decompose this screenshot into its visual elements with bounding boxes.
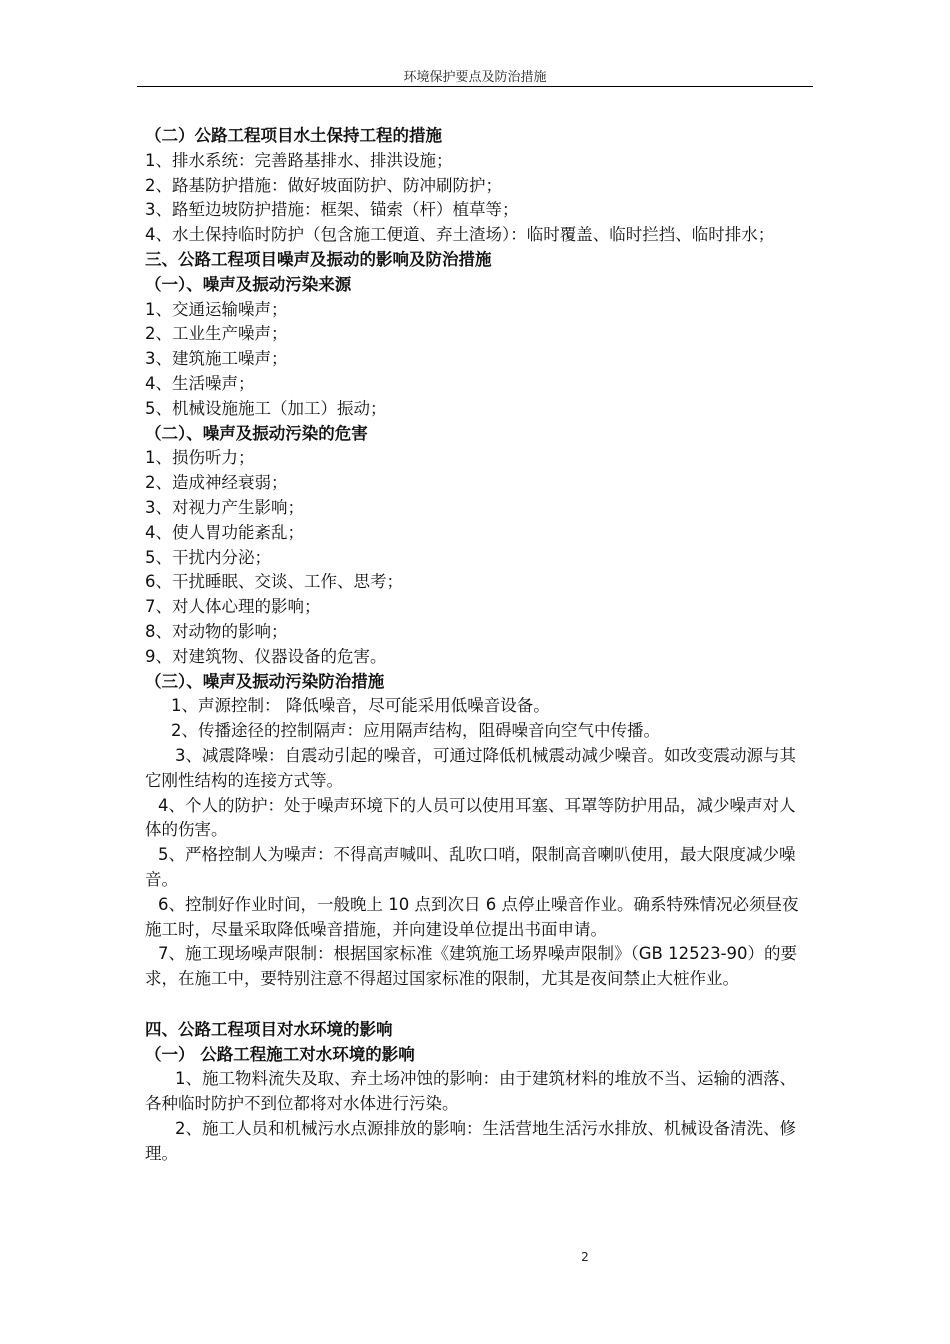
section-heading: 四、公路工程项目对水环境的影响 [145,1019,393,1039]
paragraph: 4、水土保持临时防护（包含施工便道、弃土渣场）：临时覆盖、临时拦挡、临时排水； [145,225,775,245]
paragraph: 1、施工物料流失及取、弃土场冲蚀的影响：由于建筑材料的堆放不当、运输的洒落、各种临时防护不到位都将对水体进行污染。 [145,1069,796,1114]
paragraph: 7、对人体心理的影响； [145,597,321,617]
paragraph: 3、减震降噪：自震动引起的噪音，可通过降低机械震动减少噪音。如改变震动源与其它刚性结构的连接方式等。 [145,745,796,790]
paragraph: 3、建筑施工噪声； [145,349,288,369]
paragraph: 6、干扰睡眠、交谈、工作、思考； [145,572,403,592]
section-heading: 三、公路工程项目噪声及振动的影响及防治措施 [145,249,492,269]
page-header: 环境保护要点及防治措施 [403,70,547,85]
section-heading: （二）公路工程项目水土保持工程的措施 [145,126,442,145]
paragraph: 2、施工人员和机械污水点源排放的影响：生活营地生活污水排放、机械设备清洗、修理。 [145,1119,796,1163]
paragraph: 5、机械设施施工（加工）振动； [145,398,387,418]
section-heading: （一）、噪声及振动污染来源 [145,274,352,294]
paragraph: 1、排水系统：完善路基排水、排洪设施； [145,150,453,170]
paragraph: 1、损伤听力； [145,448,255,468]
paragraph: 4、个人的防护：处于噪声环境下的人员可以使用耳塞、耳罩等防护用品，减少噪声对人体的伤害。 [145,795,796,840]
section-heading: （二）、噪声及振动污染的危害 [145,423,368,443]
paragraph: 1、交通运输噪声； [145,299,288,319]
section-heading: （一） 公路工程施工对水环境的影响 [145,1044,415,1064]
paragraph: 4、生活噪声； [145,373,255,393]
paragraph: 2、造成神经衰弱； [145,473,288,493]
paragraph: 7、施工现场噪声限制：根据国家标准《建筑施工场界噪声限制》（GB 12523-90）的要求，在施工中，要特别注意不得超过国家标准的限制，尤其是夜间禁止大桩作业。 [145,944,798,989]
paragraph: 6、控制好作业时间，一般晚上 10 点到次日 6 点停止噪音作业。确系特殊情况必须昼夜施工时，尽量采取降低噪音措施，并向建设单位提出书面申请。 [145,894,799,939]
section-heading: （三）、噪声及振动污染防治措施 [145,671,385,691]
paragraph: 3、对视力产生影响； [145,497,304,517]
paragraph: 2、路基防护措施：做好坡面防护、防冲刷防护； [145,175,502,195]
paragraph: 5、干扰内分泌； [145,547,271,567]
paragraph: 3、路堑边坡防护措施：框架、锚索（杆）植草等； [145,200,519,220]
paragraph: 2、传播途径的控制隔声：应用隔声结构，阻碍噪音向空气中传播。 [171,721,660,741]
document-body [145,124,808,1167]
page-number: 2 [581,1250,589,1264]
paragraph: 8、对动物的影响； [145,621,288,641]
blank-line [145,992,808,1018]
paragraph: 2、工业生产噪声； [145,324,288,344]
paragraph: 9、对建筑物、仪器设备的危害。 [145,646,387,666]
paragraph: 4、使人胃功能紊乱； [145,522,304,542]
header-rule [137,86,813,87]
paragraph: 1、声源控制： 降低噪音，尽可能采用低噪音设备。 [171,696,550,716]
paragraph: 5、严格控制人为噪声：不得高声喊叫、乱吹口哨，限制高音喇叭使用，最大限度减少噪音。 [145,845,796,889]
